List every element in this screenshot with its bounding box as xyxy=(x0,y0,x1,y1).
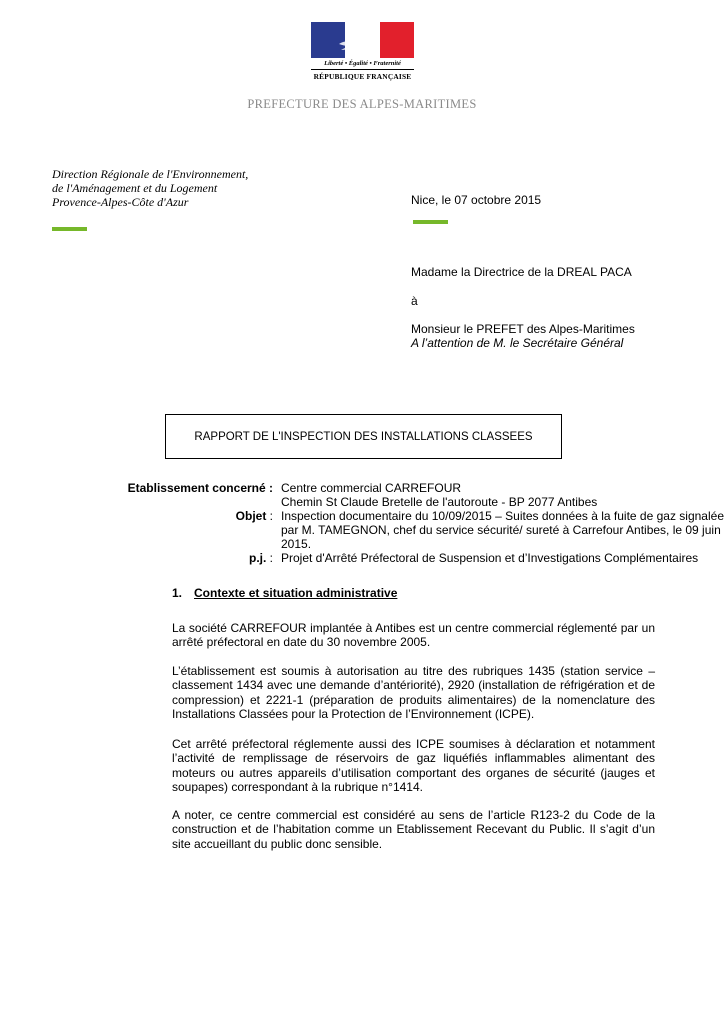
republic-name: RÉPUBLIQUE FRANÇAISE xyxy=(313,72,412,81)
paragraph: Cet arrêté préfectoral réglemente aussi des ICPE soumises à déclaration et notamment l’activité de remplissage de réservoirs de gaz liquéfiés inflammables alimentant des moteurs ou autres appareils d’utilisation comportant des organes de sécurité (jauges et soupapes) correspondant à la rubrique n°1414. xyxy=(172,737,655,794)
republic-motto: Liberté • Égalité • Fraternité xyxy=(324,60,401,67)
prefecture-title: PREFECTURE DES ALPES-MARITIMES xyxy=(247,97,477,111)
pj-value: Projet d'Arrêté Préfectoral de Suspension et d’Investigations Complémentaires xyxy=(281,551,699,565)
objet-line: par M. TAMEGNON, chef du service sécurité/ sureté à Carrefour Antibes, le 09 juin xyxy=(281,523,721,537)
etab-line: Chemin St Claude Bretelle de l'autoroute - BP 2077 Antibes xyxy=(281,495,598,509)
a-connector: à xyxy=(411,294,418,308)
dreal-address xyxy=(52,167,248,209)
recipient: Monsieur le PREFET des Alpes-Maritimes xyxy=(411,322,635,336)
objet-line: Inspection documentaire du 10/09/2015 – Suites données à la fuite de gaz signalée xyxy=(281,509,724,523)
dreal-line: de l'Aménagement et du Logement xyxy=(52,181,218,195)
place-date: Nice, le 07 octobre 2015 xyxy=(411,193,542,207)
section-heading xyxy=(172,586,397,600)
etab-line: Centre commercial CARREFOUR xyxy=(281,481,462,495)
accent-bar-left xyxy=(52,227,87,231)
pj-label: p.j. xyxy=(248,551,267,565)
dreal-line: Provence-Alpes-Côte d'Azur xyxy=(52,195,189,209)
etab-label: Etablissement concerné : xyxy=(127,481,273,495)
pj-label-wrap: p.j. : xyxy=(248,551,273,565)
dreal-line: Direction Régionale de l'Environnement, xyxy=(52,167,249,181)
attention-line: A l’attention de M. le Secrétaire Général xyxy=(411,336,624,350)
paragraph: A noter, ce centre commercial est considéré au sens de l’article R123-2 du Code de la construction et de l’habitation comme un Etablissement Recevant du Public. Il s’agit d’un site accueillant du public donc sensible. xyxy=(172,808,655,851)
objet-line: 2015. xyxy=(281,537,312,551)
objet-label-wrap: Objet : xyxy=(235,509,273,523)
section-number: 1. xyxy=(172,586,183,600)
paragraph: La société CARREFOUR implantée à Antibes est un centre commercial réglementé par un arrêté préfectoral en date du 30 novembre 2005. xyxy=(172,621,655,650)
report-title-box xyxy=(165,414,562,459)
sender: Madame la Directrice de la DREAL PACA xyxy=(411,265,632,279)
objet-label: Objet xyxy=(235,509,267,523)
marianne-logo xyxy=(311,22,414,84)
accent-bar-right xyxy=(413,220,448,224)
marianne-profile-icon xyxy=(335,28,391,58)
section-title: Contexte et situation administrative xyxy=(194,586,398,600)
report-title: RAPPORT DE L'INSPECTION DES INSTALLATIONS CLASSEES xyxy=(194,430,533,443)
paragraph: L’établissement est soumis à autorisation au titre des rubriques 1435 (station service – classement 1434 avec une demande d’antériorité), 2920 (installation de réfrigération et de compression) et 2221-1 (préparation de produits alimentaires) de la nomenclature des Installations Classées pour la Protection de l’Environnement (ICPE). xyxy=(172,664,655,721)
